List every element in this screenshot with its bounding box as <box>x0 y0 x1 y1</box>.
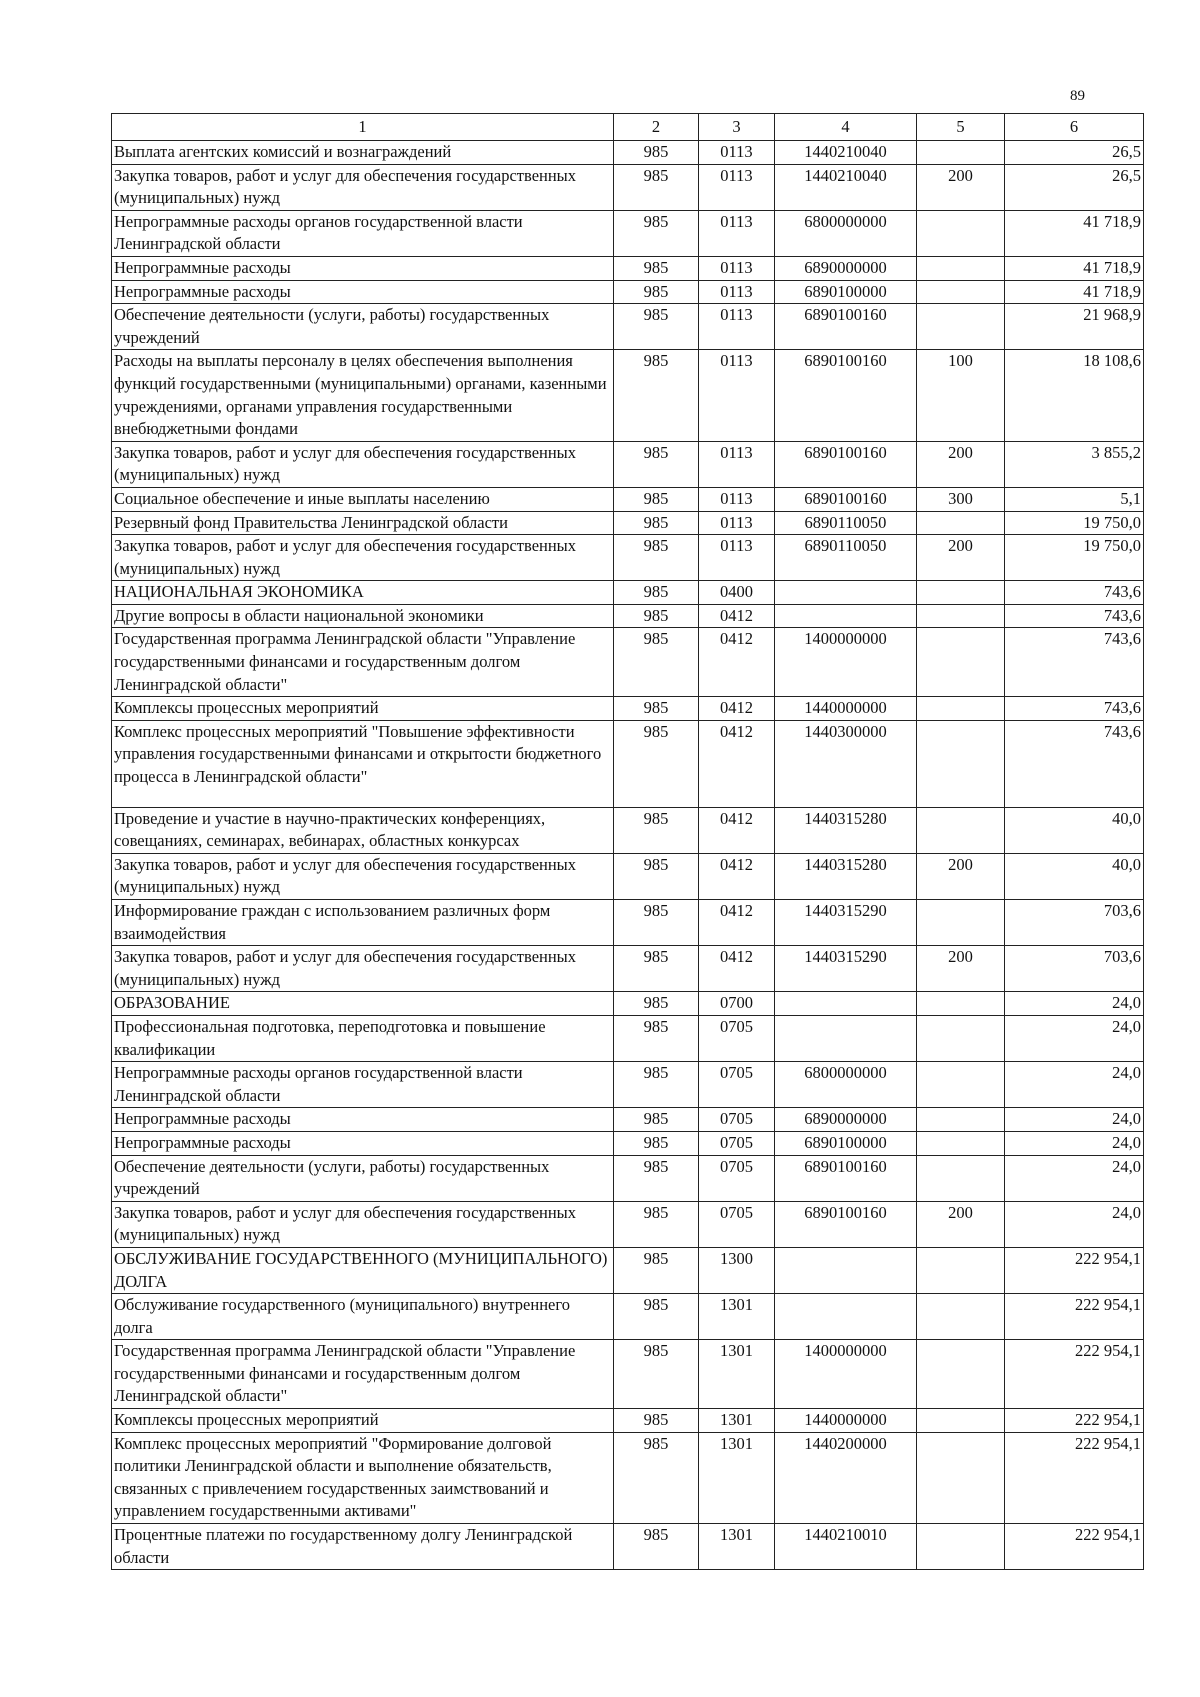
header-col-1: 1 <box>112 114 614 141</box>
table-row <box>112 350 1144 441</box>
row-ministry-cell: 985 <box>614 853 699 899</box>
row-name-cell: Другие вопросы в области национальной экономики <box>112 604 614 628</box>
row-amount-cell: 19 750,0 <box>1005 535 1144 581</box>
row-ministry-cell: 985 <box>614 511 699 535</box>
row-ministry-cell: 985 <box>614 604 699 628</box>
row-article-cell: 1440200000 <box>775 1432 917 1523</box>
row-section-cell: 1301 <box>699 1340 775 1409</box>
row-amount-cell: 40,0 <box>1005 807 1144 853</box>
row-name-cell: ОБРАЗОВАНИЕ <box>112 992 614 1016</box>
row-section-cell: 0412 <box>699 628 775 697</box>
row-type-cell <box>917 900 1005 946</box>
budget-table <box>111 113 1144 1570</box>
row-section-cell: 0412 <box>699 946 775 992</box>
row-article-cell <box>775 604 917 628</box>
row-name-cell: Обеспечение деятельности (услуги, работы) государственных учреждений <box>112 304 614 350</box>
row-type-cell: 200 <box>917 441 1005 487</box>
row-article-cell: 6890100000 <box>775 1131 917 1155</box>
page-number: 89 <box>1070 88 1085 104</box>
row-type-cell <box>917 720 1005 807</box>
row-type-cell <box>917 210 1005 256</box>
table-row <box>112 1155 1144 1201</box>
row-ministry-cell: 985 <box>614 280 699 304</box>
row-ministry-cell: 985 <box>614 1201 699 1247</box>
row-ministry-cell: 985 <box>614 256 699 280</box>
row-amount-cell: 18 108,6 <box>1005 350 1144 441</box>
table-row <box>112 164 1144 210</box>
row-name-cell: Комплексы процессных мероприятий <box>112 697 614 721</box>
table-row <box>112 1015 1144 1061</box>
row-section-cell: 0705 <box>699 1108 775 1132</box>
row-type-cell <box>917 1340 1005 1409</box>
row-name-cell: Государственная программа Ленинградской области "Управление государственными финансами и государственным долгом Ленинградской области" <box>112 628 614 697</box>
row-article-cell: 6890110050 <box>775 535 917 581</box>
table-body <box>112 141 1144 1570</box>
row-type-cell <box>917 1131 1005 1155</box>
row-type-cell: 300 <box>917 487 1005 511</box>
row-article-cell: 6800000000 <box>775 1062 917 1108</box>
row-amount-cell: 24,0 <box>1005 1062 1144 1108</box>
row-name-cell: Проведение и участие в научно-практических конференциях, совещаниях, семинарах, вебинарах, областных конкурсах <box>112 807 614 853</box>
row-section-cell: 0113 <box>699 304 775 350</box>
row-article-cell: 6890110050 <box>775 511 917 535</box>
row-ministry-cell: 985 <box>614 350 699 441</box>
row-section-cell: 0113 <box>699 256 775 280</box>
row-article-cell: 1440210040 <box>775 164 917 210</box>
row-ministry-cell: 985 <box>614 1062 699 1108</box>
row-ministry-cell: 985 <box>614 992 699 1016</box>
row-ministry-cell: 985 <box>614 141 699 165</box>
row-name-cell: Непрограммные расходы <box>112 1131 614 1155</box>
table-row <box>112 280 1144 304</box>
row-section-cell: 0412 <box>699 807 775 853</box>
row-section-cell: 0113 <box>699 535 775 581</box>
row-section-cell: 0705 <box>699 1155 775 1201</box>
row-ministry-cell: 985 <box>614 900 699 946</box>
row-type-cell <box>917 1409 1005 1433</box>
row-article-cell: 6890100160 <box>775 487 917 511</box>
table-row <box>112 720 1144 807</box>
row-amount-cell: 222 954,1 <box>1005 1294 1144 1340</box>
row-type-cell: 200 <box>917 1201 1005 1247</box>
row-amount-cell: 222 954,1 <box>1005 1432 1144 1523</box>
table-row <box>112 697 1144 721</box>
row-section-cell: 0113 <box>699 487 775 511</box>
row-ministry-cell: 985 <box>614 1432 699 1523</box>
row-article-cell <box>775 1015 917 1061</box>
row-amount-cell: 24,0 <box>1005 1015 1144 1061</box>
row-name-cell: НАЦИОНАЛЬНАЯ ЭКОНОМИКА <box>112 581 614 605</box>
row-type-cell <box>917 1155 1005 1201</box>
row-type-cell: 100 <box>917 350 1005 441</box>
row-article-cell: 1440315280 <box>775 853 917 899</box>
table-row <box>112 256 1144 280</box>
header-col-2: 2 <box>614 114 699 141</box>
table-row <box>112 604 1144 628</box>
row-article-cell: 6890100000 <box>775 280 917 304</box>
row-type-cell <box>917 1108 1005 1132</box>
row-type-cell <box>917 628 1005 697</box>
row-amount-cell: 703,6 <box>1005 900 1144 946</box>
row-article-cell: 1440315290 <box>775 946 917 992</box>
row-name-cell: Информирование граждан с использованием различных форм взаимодействия <box>112 900 614 946</box>
table-row <box>112 1247 1144 1293</box>
row-article-cell: 1440315280 <box>775 807 917 853</box>
row-type-cell <box>917 581 1005 605</box>
row-article-cell: 6890000000 <box>775 1108 917 1132</box>
row-ministry-cell: 985 <box>614 1409 699 1433</box>
table-row <box>112 628 1144 697</box>
table-row <box>112 1432 1144 1523</box>
row-article-cell <box>775 1247 917 1293</box>
row-type-cell <box>917 807 1005 853</box>
row-section-cell: 0113 <box>699 511 775 535</box>
table-row <box>112 1108 1144 1132</box>
table-row <box>112 853 1144 899</box>
row-amount-cell: 24,0 <box>1005 1201 1144 1247</box>
table-row <box>112 1131 1144 1155</box>
row-article-cell: 6890000000 <box>775 256 917 280</box>
row-article-cell <box>775 581 917 605</box>
table-row <box>112 304 1144 350</box>
row-type-cell <box>917 280 1005 304</box>
row-name-cell: Комплексы процессных мероприятий <box>112 1409 614 1433</box>
row-type-cell <box>917 604 1005 628</box>
table-row <box>112 1524 1144 1570</box>
row-amount-cell: 743,6 <box>1005 604 1144 628</box>
row-article-cell: 1440210040 <box>775 141 917 165</box>
row-article-cell: 6890100160 <box>775 350 917 441</box>
table-row <box>112 1062 1144 1108</box>
row-section-cell: 0113 <box>699 280 775 304</box>
row-section-cell: 1301 <box>699 1524 775 1570</box>
row-type-cell: 200 <box>917 164 1005 210</box>
table-row <box>112 210 1144 256</box>
row-ministry-cell: 985 <box>614 441 699 487</box>
header-col-3: 3 <box>699 114 775 141</box>
row-name-cell: Закупка товаров, работ и услуг для обеспечения государственных (муниципальных) нужд <box>112 441 614 487</box>
row-type-cell: 200 <box>917 535 1005 581</box>
row-article-cell: 6890100160 <box>775 441 917 487</box>
row-article-cell: 6890100160 <box>775 304 917 350</box>
row-type-cell <box>917 511 1005 535</box>
row-name-cell: Комплекс процессных мероприятий "Повышение эффективности управления государственными финансами и открытости бюджетного процесса в Ленинградской области" <box>112 720 614 807</box>
row-type-cell <box>917 1432 1005 1523</box>
table-row <box>112 535 1144 581</box>
row-article-cell: 1440000000 <box>775 697 917 721</box>
row-amount-cell: 21 968,9 <box>1005 304 1144 350</box>
row-ministry-cell: 985 <box>614 1155 699 1201</box>
row-article-cell: 6800000000 <box>775 210 917 256</box>
row-article-cell: 1400000000 <box>775 628 917 697</box>
row-type-cell <box>917 1524 1005 1570</box>
row-amount-cell: 41 718,9 <box>1005 210 1144 256</box>
row-amount-cell: 24,0 <box>1005 1108 1144 1132</box>
row-article-cell: 1440315290 <box>775 900 917 946</box>
row-type-cell <box>917 697 1005 721</box>
row-amount-cell: 743,6 <box>1005 628 1144 697</box>
row-section-cell: 0412 <box>699 853 775 899</box>
table-row <box>112 1409 1144 1433</box>
row-ministry-cell: 985 <box>614 1131 699 1155</box>
row-amount-cell: 743,6 <box>1005 720 1144 807</box>
row-type-cell <box>917 141 1005 165</box>
row-ministry-cell: 985 <box>614 210 699 256</box>
table-row <box>112 807 1144 853</box>
table-row <box>112 1340 1144 1409</box>
row-amount-cell: 19 750,0 <box>1005 511 1144 535</box>
table-row <box>112 487 1144 511</box>
row-article-cell <box>775 992 917 1016</box>
row-amount-cell: 24,0 <box>1005 992 1144 1016</box>
row-ministry-cell: 985 <box>614 697 699 721</box>
row-type-cell: 200 <box>917 946 1005 992</box>
row-name-cell: Резервный фонд Правительства Ленинградской области <box>112 511 614 535</box>
table-row <box>112 992 1144 1016</box>
row-name-cell: Закупка товаров, работ и услуг для обеспечения государственных (муниципальных) нужд <box>112 1201 614 1247</box>
row-ministry-cell: 985 <box>614 1294 699 1340</box>
table-row <box>112 1201 1144 1247</box>
row-article-cell: 1440210010 <box>775 1524 917 1570</box>
row-section-cell: 0113 <box>699 441 775 487</box>
row-amount-cell: 743,6 <box>1005 581 1144 605</box>
row-section-cell: 0412 <box>699 697 775 721</box>
row-section-cell: 0412 <box>699 604 775 628</box>
row-amount-cell: 743,6 <box>1005 697 1144 721</box>
row-section-cell: 0113 <box>699 141 775 165</box>
row-ministry-cell: 985 <box>614 628 699 697</box>
row-ministry-cell: 985 <box>614 1015 699 1061</box>
row-section-cell: 0705 <box>699 1131 775 1155</box>
row-name-cell: Непрограммные расходы органов государственной власти Ленинградской области <box>112 1062 614 1108</box>
row-section-cell: 0412 <box>699 720 775 807</box>
row-name-cell: ОБСЛУЖИВАНИЕ ГОСУДАРСТВЕННОГО (МУНИЦИПАЛЬНОГО) ДОЛГА <box>112 1247 614 1293</box>
row-type-cell <box>917 1062 1005 1108</box>
row-name-cell: Комплекс процессных мероприятий "Формирование долговой политики Ленинградской области и выполнение обязательств, связанных с привлечением государственных заимствований и управлением государственными активами" <box>112 1432 614 1523</box>
row-section-cell: 0113 <box>699 350 775 441</box>
row-ministry-cell: 985 <box>614 581 699 605</box>
row-name-cell: Государственная программа Ленинградской области "Управление государственными финансами и государственным долгом Ленинградской области" <box>112 1340 614 1409</box>
row-name-cell: Закупка товаров, работ и услуг для обеспечения государственных (муниципальных) нужд <box>112 853 614 899</box>
row-ministry-cell: 985 <box>614 1524 699 1570</box>
row-name-cell: Социальное обеспечение и иные выплаты населению <box>112 487 614 511</box>
row-name-cell: Непрограммные расходы <box>112 1108 614 1132</box>
row-name-cell: Обслуживание государственного (муниципального) внутреннего долга <box>112 1294 614 1340</box>
row-amount-cell: 40,0 <box>1005 853 1144 899</box>
table-header-row <box>112 114 1144 141</box>
header-col-5: 5 <box>917 114 1005 141</box>
row-name-cell: Непрограммные расходы <box>112 280 614 304</box>
row-amount-cell: 24,0 <box>1005 1155 1144 1201</box>
row-amount-cell: 41 718,9 <box>1005 256 1144 280</box>
row-article-cell: 1440300000 <box>775 720 917 807</box>
row-type-cell <box>917 1247 1005 1293</box>
row-section-cell: 1301 <box>699 1432 775 1523</box>
table-row <box>112 441 1144 487</box>
row-name-cell: Профессиональная подготовка, переподготовка и повышение квалификации <box>112 1015 614 1061</box>
row-section-cell: 0412 <box>699 900 775 946</box>
row-type-cell <box>917 992 1005 1016</box>
row-section-cell: 0113 <box>699 164 775 210</box>
row-ministry-cell: 985 <box>614 304 699 350</box>
row-name-cell: Закупка товаров, работ и услуг для обеспечения государственных (муниципальных) нужд <box>112 535 614 581</box>
row-name-cell: Расходы на выплаты персоналу в целях обеспечения выполнения функций государственными (муниципальными) органами, казенными учреждениями, органами управления государственными внебюджетными фондами <box>112 350 614 441</box>
row-name-cell: Процентные платежи по государственному долгу Ленинградской области <box>112 1524 614 1570</box>
table-row <box>112 511 1144 535</box>
row-amount-cell: 3 855,2 <box>1005 441 1144 487</box>
row-section-cell: 0700 <box>699 992 775 1016</box>
row-amount-cell: 703,6 <box>1005 946 1144 992</box>
table-row <box>112 1294 1144 1340</box>
row-ministry-cell: 985 <box>614 164 699 210</box>
row-article-cell: 1400000000 <box>775 1340 917 1409</box>
row-ministry-cell: 985 <box>614 1340 699 1409</box>
row-ministry-cell: 985 <box>614 946 699 992</box>
row-ministry-cell: 985 <box>614 487 699 511</box>
row-article-cell: 6890100160 <box>775 1155 917 1201</box>
row-ministry-cell: 985 <box>614 720 699 807</box>
row-type-cell <box>917 256 1005 280</box>
row-amount-cell: 24,0 <box>1005 1131 1144 1155</box>
row-ministry-cell: 985 <box>614 807 699 853</box>
row-name-cell: Непрограммные расходы органов государственной власти Ленинградской области <box>112 210 614 256</box>
row-section-cell: 1301 <box>699 1294 775 1340</box>
row-name-cell: Выплата агентских комиссий и вознаграждений <box>112 141 614 165</box>
row-type-cell <box>917 1294 1005 1340</box>
row-type-cell: 200 <box>917 853 1005 899</box>
row-amount-cell: 222 954,1 <box>1005 1247 1144 1293</box>
row-amount-cell: 222 954,1 <box>1005 1524 1144 1570</box>
row-ministry-cell: 985 <box>614 1108 699 1132</box>
row-amount-cell: 5,1 <box>1005 487 1144 511</box>
row-article-cell: 6890100160 <box>775 1201 917 1247</box>
row-type-cell <box>917 1015 1005 1061</box>
row-section-cell: 0705 <box>699 1201 775 1247</box>
row-article-cell: 1440000000 <box>775 1409 917 1433</box>
row-ministry-cell: 985 <box>614 1247 699 1293</box>
header-col-4: 4 <box>775 114 917 141</box>
row-amount-cell: 26,5 <box>1005 141 1144 165</box>
table-row <box>112 141 1144 165</box>
row-type-cell <box>917 304 1005 350</box>
row-amount-cell: 26,5 <box>1005 164 1144 210</box>
row-ministry-cell: 985 <box>614 535 699 581</box>
row-name-cell: Обеспечение деятельности (услуги, работы) государственных учреждений <box>112 1155 614 1201</box>
row-name-cell: Непрограммные расходы <box>112 256 614 280</box>
row-section-cell: 1300 <box>699 1247 775 1293</box>
row-section-cell: 0705 <box>699 1015 775 1061</box>
row-section-cell: 1301 <box>699 1409 775 1433</box>
row-name-cell: Закупка товаров, работ и услуг для обеспечения государственных (муниципальных) нужд <box>112 164 614 210</box>
table-row <box>112 946 1144 992</box>
row-amount-cell: 222 954,1 <box>1005 1409 1144 1433</box>
table-row <box>112 900 1144 946</box>
row-section-cell: 0400 <box>699 581 775 605</box>
table-row <box>112 581 1144 605</box>
row-section-cell: 0113 <box>699 210 775 256</box>
row-amount-cell: 41 718,9 <box>1005 280 1144 304</box>
row-article-cell <box>775 1294 917 1340</box>
row-amount-cell: 222 954,1 <box>1005 1340 1144 1409</box>
row-name-cell: Закупка товаров, работ и услуг для обеспечения государственных (муниципальных) нужд <box>112 946 614 992</box>
row-section-cell: 0705 <box>699 1062 775 1108</box>
header-col-6: 6 <box>1005 114 1144 141</box>
